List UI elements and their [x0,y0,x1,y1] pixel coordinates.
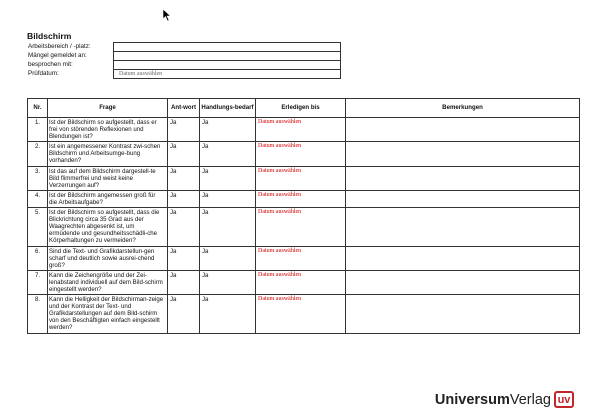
universum-verlag-logo [435,391,574,408]
meta-row [27,52,341,61]
row-number: 6. [28,246,48,270]
erledigen-date-picker[interactable]: Datum auswählen [256,270,346,294]
bemerkungen-field[interactable] [346,142,580,166]
antwort-select[interactable]: Ja [168,295,200,333]
table-row [28,208,580,246]
header-nr: Nr. [28,99,48,118]
erledigen-date-picker[interactable]: Datum auswählen [256,295,346,333]
bemerkungen-field[interactable] [346,208,580,246]
header-antwort: Ant-wort [168,99,200,118]
antwort-select[interactable]: Ja [168,190,200,207]
header-erledigen-bis: Erledigen bis [256,99,346,118]
row-question: Kann die Helligkeit der Bildschirman-zeige und der Kontrast der Text- und Grafikdarstellungen auf dem Bild-schirm von den Beschäftigten einfach eingestellt werden? [48,295,168,333]
antwort-select[interactable]: Ja [168,166,200,190]
bemerkungen-field[interactable] [346,166,580,190]
erledigen-date-picker[interactable]: Datum auswählen [256,208,346,246]
arbeitsbereich-field[interactable] [114,43,341,52]
table-row [28,246,580,270]
maengel-gemeldet-field[interactable] [114,52,341,61]
header-handlungsbedarf: Handlungs-bedarf [200,99,256,118]
table-header-row [28,99,580,118]
handlungsbedarf-select[interactable]: Ja [200,208,256,246]
erledigen-date-picker[interactable]: Datum auswählen [256,142,346,166]
bemerkungen-field[interactable] [346,246,580,270]
handlungsbedarf-select[interactable]: Ja [200,246,256,270]
table-row [28,166,580,190]
meta-row [27,70,341,79]
header-bemerkungen: Bemerkungen [346,99,580,118]
pruefdatum-date-picker[interactable]: Datum auswählen [114,70,341,79]
logo-brand-regular: Verlag [509,391,551,408]
bemerkungen-field[interactable] [346,190,580,207]
erledigen-date-picker[interactable]: Datum auswählen [256,118,346,142]
meta-label: Prüfdatum: [28,70,59,77]
row-number: 7. [28,270,48,294]
handlungsbedarf-select[interactable]: Ja [200,295,256,333]
row-number: 1. [28,118,48,142]
meta-label: Arbeitsbereich / -platz: [28,43,91,50]
antwort-select[interactable]: Ja [168,246,200,270]
row-number: 4. [28,190,48,207]
row-question: Sind die Text- und Grafikdarstellun-gen scharf und deutlich sowie ausrei-chend groß? [48,246,168,270]
table-row [28,270,580,294]
logo-brand-bold: Universum [434,391,510,408]
uv-badge-icon: uv [554,391,574,408]
row-number: 8. [28,295,48,333]
meta-form [27,42,341,79]
row-number: 3. [28,166,48,190]
table-row [28,118,580,142]
table-row [28,142,580,166]
handlungsbedarf-select[interactable]: Ja [200,118,256,142]
antwort-select[interactable]: Ja [168,142,200,166]
meta-row [27,43,341,52]
logo-wordmark [435,392,551,408]
handlungsbedarf-select[interactable]: Ja [200,190,256,207]
besprochen-mit-field[interactable] [114,61,341,70]
table-row [28,190,580,207]
erledigen-date-picker[interactable]: Datum auswählen [256,190,346,207]
row-question: Kann die Zeichengröße und der Zei-lenabstand individuell auf dem Bild-schirm eingestellt werden? [48,270,168,294]
meta-label: Mängel gemeldet an: [28,52,87,59]
row-question: Ist der Bildschirm so aufgestellt, dass die Blickrichtung circa 35 Grad aus der Waagrechten abgesenkt ist, um ermüdende und gesundheitsschädli-che Körperhaltungen zu vermeiden? [48,208,168,246]
bemerkungen-field[interactable] [346,270,580,294]
bemerkungen-field[interactable] [346,295,580,333]
mouse-pointer-icon [162,8,172,22]
antwort-select[interactable]: Ja [168,208,200,246]
row-question: Ist ein angemessener Kontrast zwi-schen Bildschirm und Arbeitsumge-bung vorhanden? [48,142,168,166]
erledigen-date-picker[interactable]: Datum auswählen [256,166,346,190]
row-number: 5. [28,208,48,246]
handlungsbedarf-select[interactable]: Ja [200,166,256,190]
header-frage: Frage [48,99,168,118]
bemerkungen-field[interactable] [346,118,580,142]
handlungsbedarf-select[interactable]: Ja [200,142,256,166]
checklist-table [27,98,580,334]
antwort-select[interactable]: Ja [168,270,200,294]
table-row [28,295,580,333]
row-number: 2. [28,142,48,166]
erledigen-date-picker[interactable]: Datum auswählen [256,246,346,270]
row-question: Ist der Bildschirm angemessen groß für die Arbeitsaufgabe? [48,190,168,207]
handlungsbedarf-select[interactable]: Ja [200,270,256,294]
meta-row [27,61,341,70]
row-question: Ist das auf dem Bildschirm dargestell-te Bild flimmerfrei und weist keine Verzerrungen auf? [48,166,168,190]
antwort-select[interactable]: Ja [168,118,200,142]
meta-label: besprochen mit: [28,61,73,68]
section-title: Bildschirm [27,31,72,41]
row-question: Ist der Bildschirm so aufgestellt, dass er frei von störenden Reflexionen und Blendungen ist? [48,118,168,142]
